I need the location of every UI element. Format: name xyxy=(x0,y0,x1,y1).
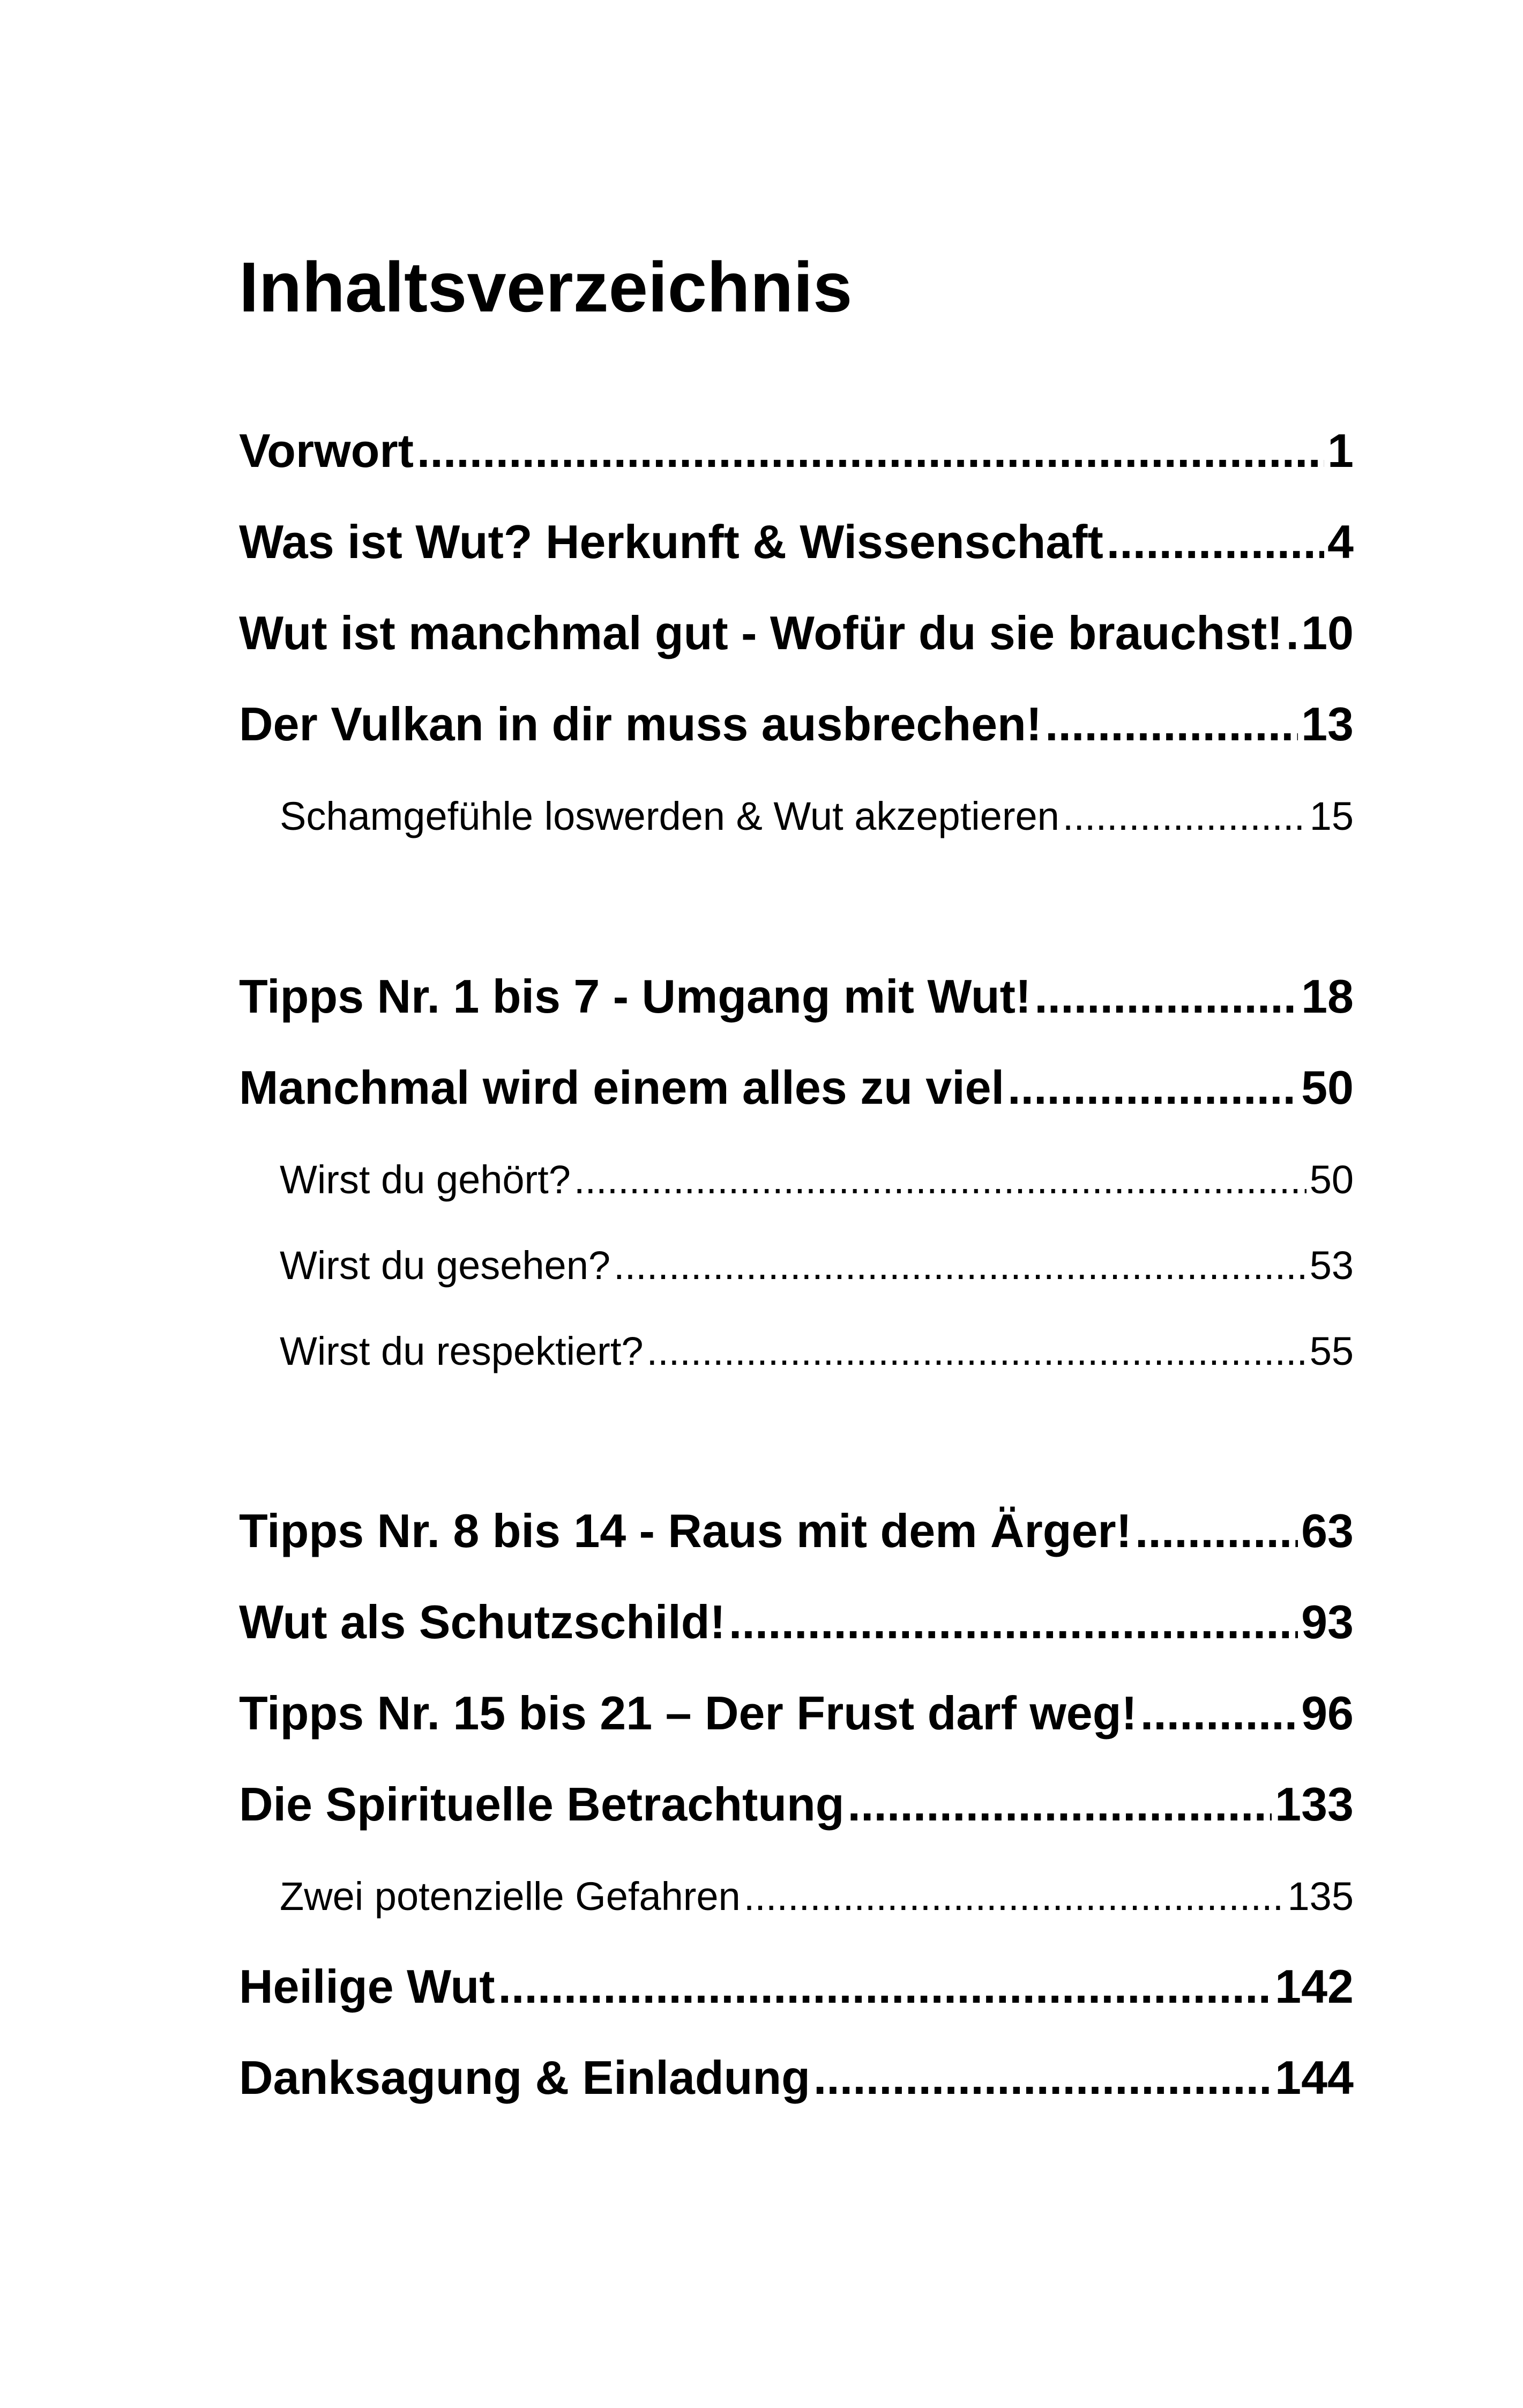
toc-entry-label: Tipps Nr. 15 bis 21 – Der Frust darf weg! xyxy=(239,1686,1137,1740)
toc-subentry-gefahren xyxy=(280,1874,1354,1919)
toc-entry-label: Wirst du respektiert? xyxy=(280,1329,644,1373)
toc-dot-leader xyxy=(813,2050,1272,2105)
toc-entry-vorwort xyxy=(239,423,1354,478)
toc-subentry-respektiert xyxy=(280,1328,1354,1374)
toc-subentry-gesehen xyxy=(280,1243,1354,1288)
toc-subentry-gehoert xyxy=(280,1157,1354,1202)
toc-dot-leader xyxy=(574,1157,1307,1202)
toc-page-number: 144 xyxy=(1275,2051,1354,2104)
toc-page-number: 135 xyxy=(1287,1874,1354,1919)
toc-page-number: 142 xyxy=(1275,1960,1354,2013)
toc-page-number: 4 xyxy=(1327,515,1354,568)
toc-entry-label: Was ist Wut? Herkunft & Wissenschaft xyxy=(239,515,1103,568)
toc-entry-label: Wut ist manchmal gut - Wofür du sie brauchst! xyxy=(239,606,1283,659)
toc-dot-leader xyxy=(1007,1060,1298,1115)
toc-page-number: 96 xyxy=(1301,1686,1354,1740)
toc-dot-leader xyxy=(498,1959,1272,2014)
toc-dot-leader xyxy=(417,423,1324,478)
toc-entry-manchmal-zu-viel xyxy=(239,1060,1354,1115)
toc-entry-heilige-wut xyxy=(239,1959,1354,2014)
toc-dot-leader xyxy=(1063,793,1307,839)
toc-page-number: 133 xyxy=(1275,1778,1354,1831)
toc-page-number: 15 xyxy=(1309,794,1354,838)
toc-entry-schutzschild xyxy=(239,1595,1354,1649)
toc-dot-leader xyxy=(729,1595,1298,1649)
toc-entry-label: Wut als Schutzschild! xyxy=(239,1595,726,1648)
toc-entry-label: Heilige Wut xyxy=(239,1960,495,2013)
toc-dot-leader xyxy=(1045,697,1298,752)
toc-entry-label: Wirst du gehört? xyxy=(280,1157,571,1202)
toc-dot-leader xyxy=(744,1874,1285,1919)
toc-entry-label: Schamgefühle loswerden & Wut akzeptieren xyxy=(280,794,1059,838)
toc-entry-label: Tipps Nr. 1 bis 7 - Umgang mit Wut! xyxy=(239,970,1032,1023)
toc-entry-tipps-1-7 xyxy=(239,969,1354,1024)
toc-entry-spirituelle-betrachtung xyxy=(239,1777,1354,1832)
toc-entry-label: Wirst du gesehen? xyxy=(280,1243,611,1288)
toc-entry-vulkan xyxy=(239,697,1354,752)
toc-page-number: 1 xyxy=(1327,424,1354,477)
toc-entry-tipps-8-14 xyxy=(239,1504,1354,1558)
toc-entry-danksagung xyxy=(239,2050,1354,2105)
toc-page-number: 50 xyxy=(1309,1157,1354,1202)
toc-page-number: 53 xyxy=(1309,1243,1354,1288)
toc-entry-label: Die Spirituelle Betrachtung xyxy=(239,1778,845,1831)
toc-dot-leader xyxy=(1107,515,1324,569)
toc-page-number: 63 xyxy=(1301,1504,1354,1557)
toc-page-number: 93 xyxy=(1301,1595,1354,1648)
toc-dot-leader xyxy=(1286,606,1298,660)
toc-dot-leader xyxy=(1140,1686,1298,1741)
toc-page-number: 13 xyxy=(1301,697,1354,750)
toc-page-number: 10 xyxy=(1301,606,1354,659)
toc-dot-leader xyxy=(1135,1504,1298,1558)
toc-entry-tipps-15-21 xyxy=(239,1686,1354,1741)
toc-page-number: 50 xyxy=(1301,1061,1354,1114)
page-title: Inhaltsverzeichnis xyxy=(239,248,853,326)
toc-page-number: 18 xyxy=(1301,970,1354,1023)
toc-dot-leader xyxy=(614,1243,1307,1288)
toc-subentry-schamgefuehle xyxy=(280,793,1354,839)
toc-entry-wut-ist-manchmal-gut xyxy=(239,606,1354,660)
toc-entry-was-ist-wut xyxy=(239,515,1354,569)
toc-page-number: 55 xyxy=(1309,1329,1354,1373)
toc-entry-label: Tipps Nr. 8 bis 14 - Raus mit dem Ärger! xyxy=(239,1504,1132,1557)
toc-dot-leader xyxy=(1034,969,1298,1024)
toc-entry-label: Vorwort xyxy=(239,424,414,477)
toc-entry-label: Manchmal wird einem alles zu viel xyxy=(239,1061,1005,1114)
toc-entry-label: Zwei potenzielle Gefahren xyxy=(280,1874,741,1919)
toc-entry-label: Danksagung & Einladung xyxy=(239,2051,810,2104)
toc-dot-leader xyxy=(647,1328,1307,1374)
toc-entry-label: Der Vulkan in dir muss ausbrechen! xyxy=(239,697,1042,750)
toc-dot-leader xyxy=(848,1777,1272,1832)
